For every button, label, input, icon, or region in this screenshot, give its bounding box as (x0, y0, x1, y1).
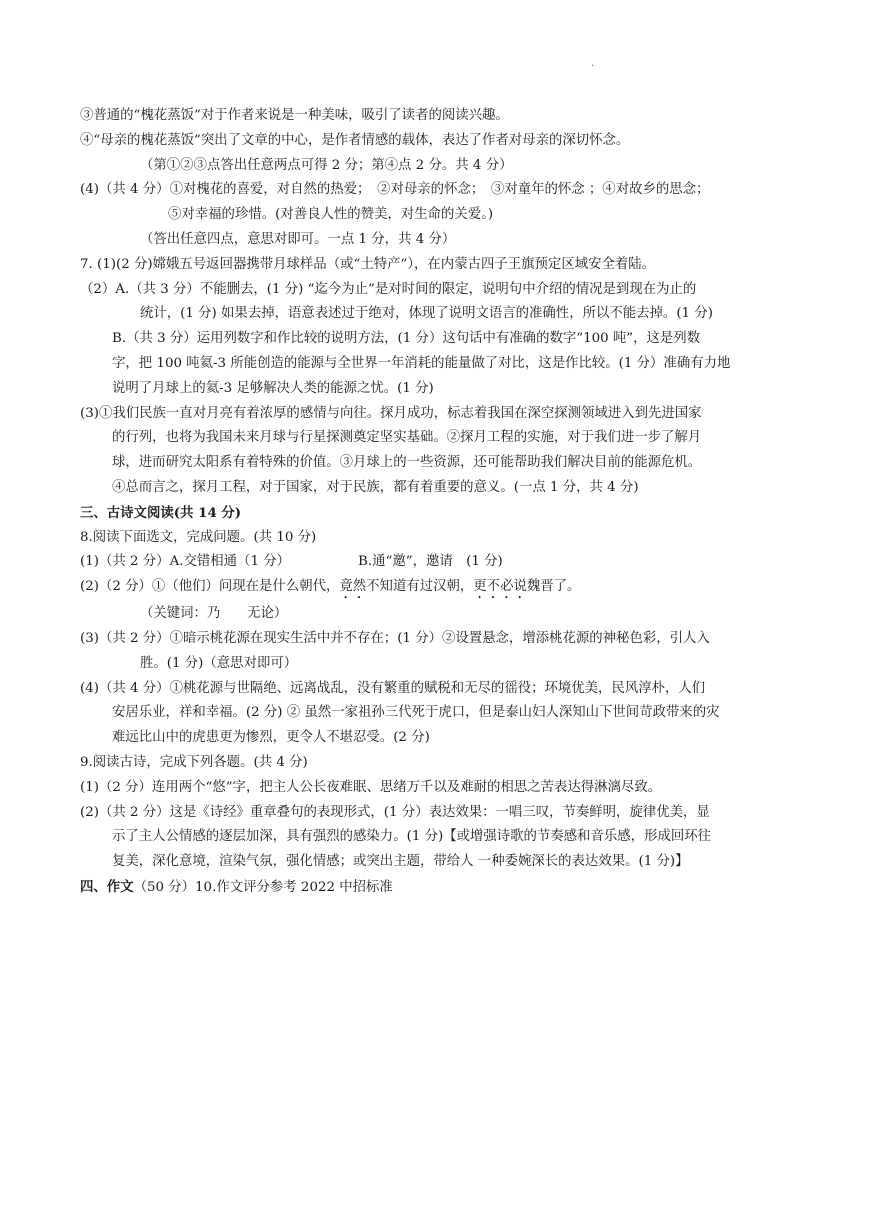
answer-line: (4)（共 4 分）①对槐花的喜爱，对自然的热爱； ②对母亲的怀念； ③对童年的怀念 ；④对故乡的思念； (80, 182, 710, 198)
essay-heading-detail: （50 分）10.作文评分参考 2022 中招标准 (133, 879, 393, 895)
answer-line: 复美，深化意境，渲染气氛，强化情感；或突出主题，带给人 一种委婉深长的表达效果。(1 分)】 (112, 854, 689, 870)
section-heading-essay (80, 875, 792, 901)
answer-line: (3)（共 2 分）①暗示桃花源在现实生活中并不存在；(1 分）②设置悬念，增添桃花源的神秘色彩，引人入 (80, 630, 710, 646)
answer-line: 的行列，也将为我国未来月球与行星探测奠定坚实基础。②探月工程的实施，对于我们进一步了解月 (112, 430, 702, 446)
answer-line: 球，进而研究太阳系有着特殊的价值。③月球上的一些资源，还可能帮助我们解决目前的能源危机。 (112, 455, 702, 471)
answer-line: 安居乐业，祥和幸福。(2 分) ② 虽然一家祖孙三代死于虎口，但是泰山妇人深知山下世间苛政带来的灾 (112, 705, 720, 721)
answer-line: B.（共 3 分）运用列数字和作比较的说明方法，(1 分）这句话中有准确的数字“100 吨”，这是列数 (112, 331, 701, 347)
answer-part-a: (1)（共 2 分）A.交错相通（1 分） (80, 554, 290, 570)
question-8-heading: 8.阅读下面选文，完成问题。(共 10 分) (80, 529, 317, 545)
answer-line: (1)（2 分）连用两个“悠”字，把主人公长夜难眠、思绪万千以及难耐的相思之苦表达得淋漓尽致。 (80, 779, 662, 795)
essay-heading-label: 四、作文 (80, 878, 134, 895)
keyword-note: （关键词：乃 无论） (140, 606, 288, 622)
emphasized-keyword: 竟然 (339, 579, 367, 595)
answer-line: （2）A.（共 3 分）不能删去，(1 分) “迄今为止”是对时间的限定，说明句中介绍的情况是到现在为止的 (80, 281, 697, 297)
answer-part-b: B.通“邀”，邀请 (1 分) (358, 554, 503, 570)
answer-line (80, 575, 792, 602)
answer-line: 胜。(1 分)（意思对即可） (140, 655, 298, 671)
answer-line (80, 550, 792, 575)
answer-line: (4)（共 4 分）①桃花源与世隔绝、远离战乱，没有繁重的赋税和无尽的徭役；环境优美，民风淳朴，人们 (80, 680, 706, 696)
answer-line: (2)（共 2 分）这是《诗经》重章叠句的表现形式，(1 分）表达效果：一唱三叹，节奏鲜明，旋律优美，显 (80, 804, 710, 820)
answer-line: 统计，(1 分) 如果去掉，语意表述过于绝对，体现了说明文语言的准确性，所以不能去掉。(1 分) (140, 306, 713, 322)
answer-line: 难远比山中的虎患更为惨烈，更令人不堪忍受。(2 分) (112, 730, 430, 746)
scoring-note: （第①②③点答出任意两点可得 2 分；第④点 2 分。共 4 分） (140, 157, 513, 173)
answer-line: 说明了月球上的氦-3 足够解决人类的能源之忧。(1 分) (112, 380, 434, 396)
section-heading-classical-reading: 三、古诗文阅读(共 14 分) (80, 504, 242, 521)
emphasized-keyword: 更不必说 (473, 579, 527, 595)
question-7-answer: 7. (1)(2 分)嫦娥五号返回器携带月球样品（或“土特产”），在内蒙古四子王旗预定区域安全着陆。 (80, 256, 656, 272)
scoring-note: （答出任意四点，意思对即可。一点 1 分，共 4 分） (140, 231, 456, 247)
answer-line: ③普通的“槐花蒸饭”对于作者来说是一种美味，吸引了读者的阅读兴趣。 (80, 108, 509, 123)
answer-line: (3)①我们民族一直对月亮有着浓厚的感情与向往。探月成功，标志着我国在深空探测领域进入到先进国家 (80, 405, 702, 421)
answer-line: ⑤对幸福的珍惜。(对善良人性的赞美，对生命的关爱。) (168, 207, 494, 223)
answer-line: 示了主人公情感的逐层加深，具有强烈的感染力。(1 分)【或增强诗歌的节奏感和音乐感，形成回环往 (112, 829, 712, 845)
question-9-heading: 9.阅读古诗，完成下列各题。(共 4 分) (80, 754, 308, 770)
answer-text: 不知道有过汉朝， (366, 579, 474, 595)
answer-line: 字，把 100 吨氦-3 所能创造的能源与全世界一年消耗的能量做了对比，这是作比较。(1 分）准确有力地 (112, 355, 731, 371)
page-marker: . (591, 58, 595, 69)
answer-line: ④“母亲的槐花蒸饭”突出了文章的中心，是作者情感的载体，表达了作者对母亲的深切怀念。 (80, 132, 630, 148)
answer-line: ④总而言之，探月工程，对于国家，对于民族，都有着重要的意义。(一点 1 分，共 4 分) (112, 479, 639, 495)
answer-text: 魏晋了。 (526, 579, 581, 595)
answer-key-document (80, 104, 792, 901)
answer-text: (2)（2 分）①（他们）问现在是什么朝代， (80, 579, 340, 595)
